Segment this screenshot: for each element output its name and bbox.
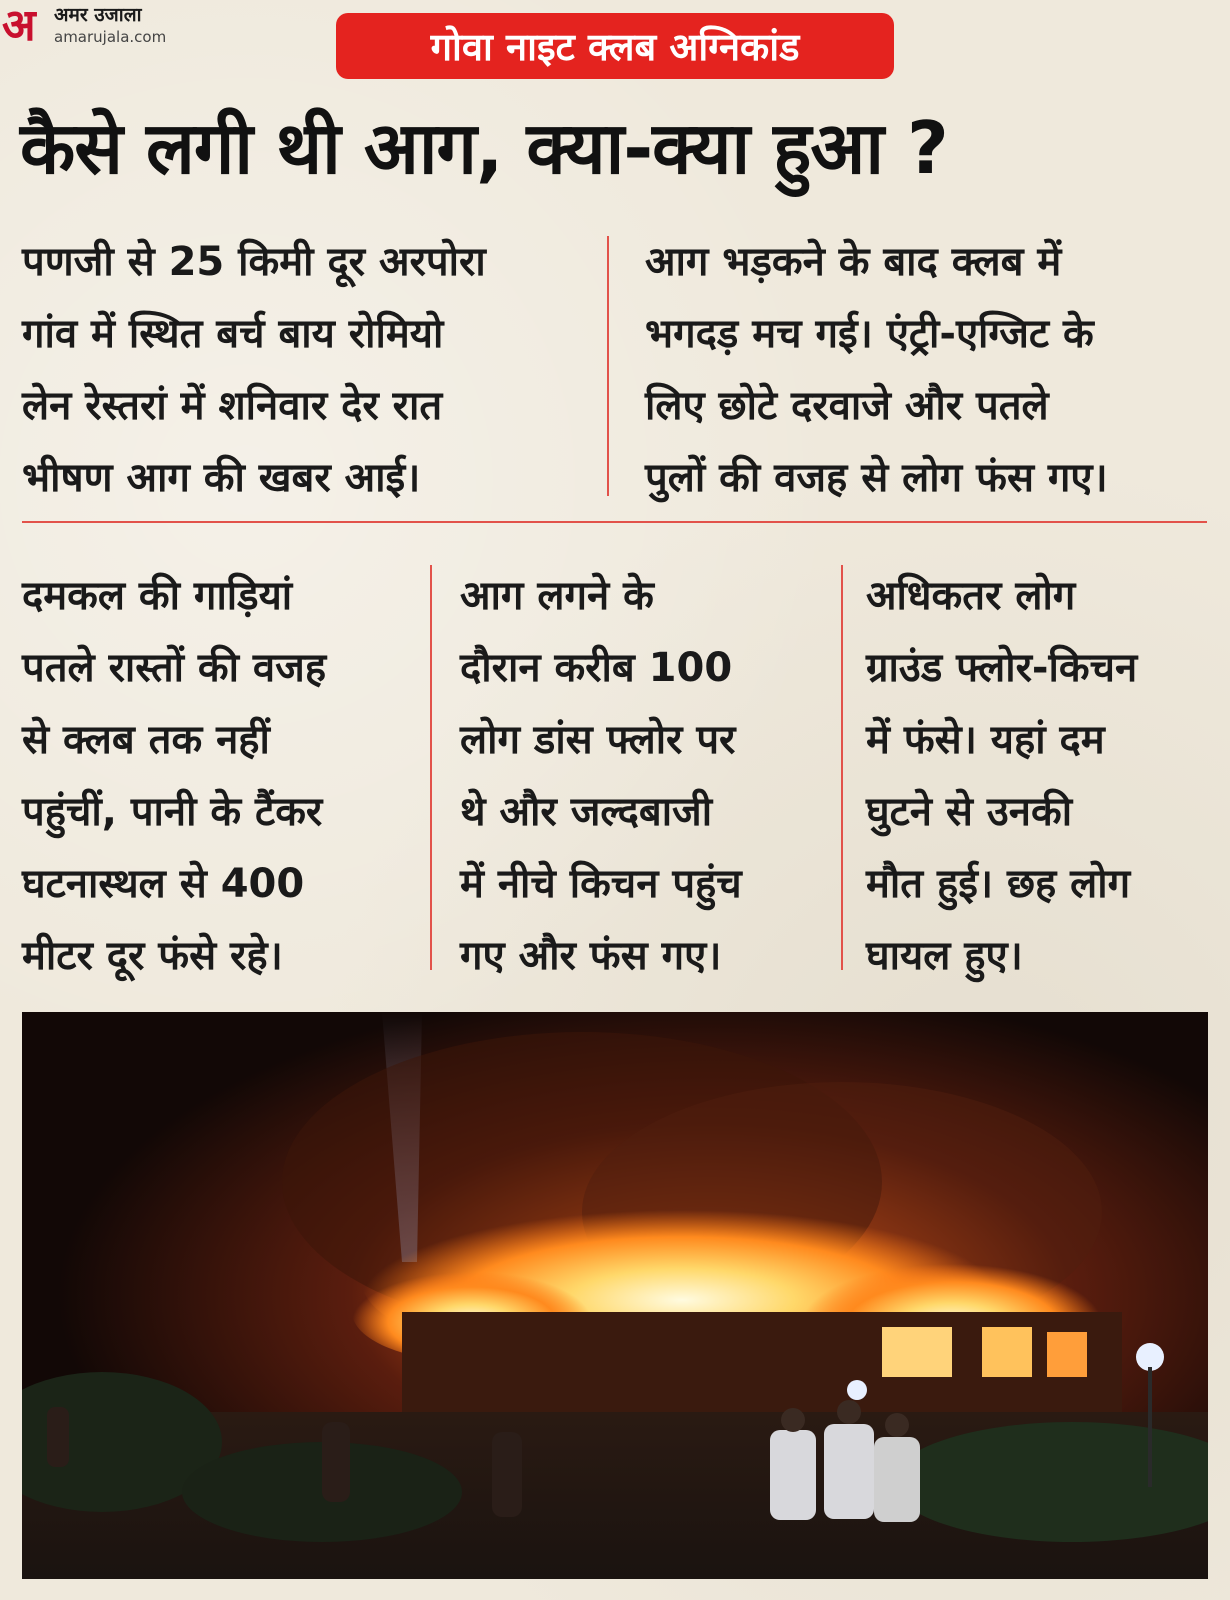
brand-logo[interactable]: [2, 0, 184, 51]
text-block-fire-brigade: [22, 560, 422, 992]
text-line: आग भड़कने के बाद क्लब में: [645, 239, 1062, 285]
text-line: में नीचे किचन पहुंच: [460, 861, 742, 907]
burning-window: [982, 1327, 1032, 1377]
burning-window: [882, 1327, 952, 1377]
text-line: पुलों की वजह से लोग फंस गए।: [645, 455, 1108, 501]
headline: कैसे लगी थी आग, क्या-क्या हुआ ?: [20, 106, 948, 190]
text-block-dance-floor: [460, 560, 830, 992]
column-divider: [841, 565, 843, 970]
text-line: लोग डांस फ्लोर पर: [460, 717, 736, 763]
brand-mark: अ: [2, 0, 36, 51]
brand-url: amarujala.com: [54, 28, 167, 46]
text-line: लेन रेस्तरां में शनिवार देर रात: [22, 383, 443, 429]
text-line: थे और जल्दबाजी: [460, 789, 713, 835]
burning-window: [1047, 1332, 1087, 1377]
text-line: घुटने से उनकी: [866, 789, 1073, 835]
text-line: घटनास्थल से 400: [22, 861, 305, 907]
text-block-casualties: [866, 560, 1216, 992]
text-block-location: [22, 226, 592, 514]
street-lamp: [1136, 1343, 1164, 1371]
text-line: गांव में स्थित बर्च बाय रोमियो: [22, 311, 444, 357]
text-line: दौरान करीब 100: [460, 645, 733, 691]
text-line: ग्राउंड फ्लोर-किचन: [866, 645, 1138, 691]
lamp-pole: [1148, 1367, 1152, 1487]
text-line: अधिकतर लोग: [866, 573, 1076, 619]
row-divider: [22, 521, 1207, 523]
text-line: भगदड़ मच गई। एंट्री-एग्जिट के: [645, 311, 1094, 357]
text-line: से क्लब तक नहीं: [22, 717, 270, 763]
fire-photo: [22, 1012, 1208, 1579]
text-line: मीटर दूर फंसे रहे।: [22, 933, 283, 979]
brand-name: अमर उजाला: [54, 4, 142, 26]
text-line: घायल हुए।: [866, 933, 1023, 979]
text-line: गए और फंस गए।: [460, 933, 722, 979]
text-line: में फंसे। यहां दम: [866, 717, 1105, 763]
street-lamp: [847, 1380, 867, 1400]
column-divider: [430, 565, 432, 970]
text-block-stampede: [645, 226, 1215, 514]
topic-badge: गोवा नाइट क्लब अग्निकांड: [336, 13, 894, 79]
fire-scene-illustration: [22, 1012, 1208, 1579]
text-line: पहुंचीं, पानी के टैंकर: [22, 789, 323, 835]
text-line: मौत हुई। छह लोग: [866, 861, 1131, 907]
text-line: भीषण आग की खबर आई।: [22, 455, 421, 501]
text-line: पणजी से 25 किमी दूर अरपोरा: [22, 239, 486, 285]
onlookers: [770, 1400, 920, 1522]
text-line: पतले रास्तों की वजह: [22, 645, 327, 691]
text-line: आग लगने के: [460, 573, 654, 619]
text-line: दमकल की गाड़ियां: [22, 573, 293, 619]
column-divider: [607, 236, 609, 496]
text-line: लिए छोटे दरवाजे और पतले: [645, 383, 1049, 429]
